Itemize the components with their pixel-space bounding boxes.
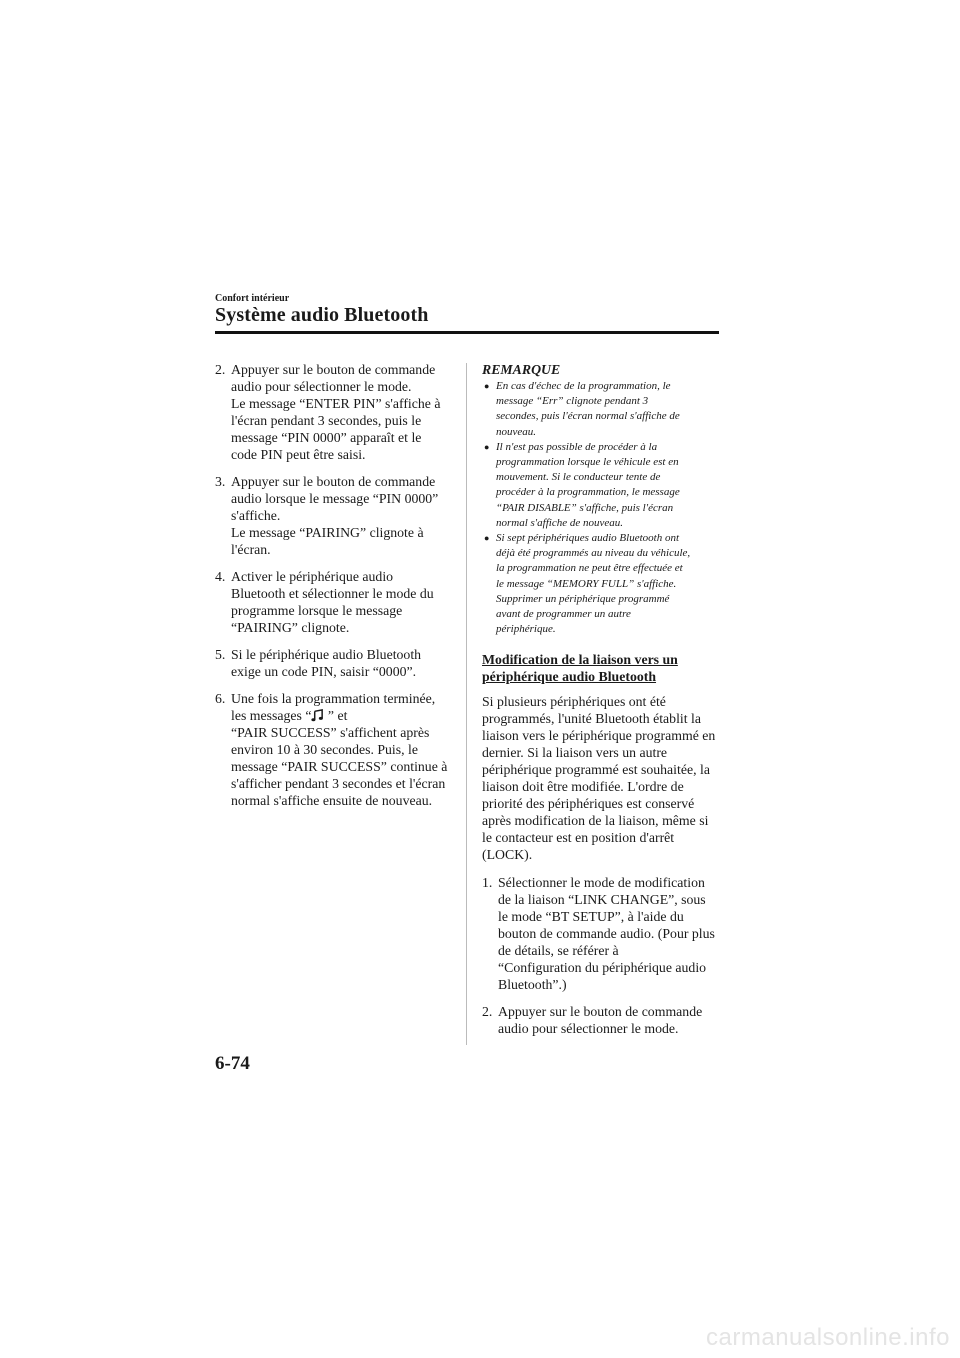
step-text bbox=[498, 874, 720, 993]
bullet-icon: ● bbox=[484, 533, 490, 544]
step-number: 2. bbox=[215, 362, 226, 377]
text-line: environ 10 à 30 secondes. Puis, le bbox=[231, 742, 418, 757]
text-line: Le message “PAIRING” clignote à bbox=[231, 525, 424, 540]
text-line: le mode “BT SETUP”, à l'aide du bbox=[498, 909, 684, 925]
text-line: liaison doit être modifiée. L'ordre de bbox=[482, 779, 684, 795]
step-text bbox=[231, 690, 455, 809]
step-number: 3. bbox=[215, 474, 226, 489]
note-item bbox=[482, 440, 720, 531]
text-line: normal s'affiche ensuite de nouveau. bbox=[231, 793, 433, 808]
note-title: REMARQUE bbox=[482, 362, 561, 377]
text-line: Sélectionner le mode de modification bbox=[498, 875, 705, 891]
text-line: s'affiche. bbox=[231, 508, 281, 523]
text-line: normal s'affiche de nouveau. bbox=[496, 516, 623, 529]
step-3 bbox=[215, 473, 455, 558]
text-line: avant de programmer un autre bbox=[496, 608, 631, 621]
step-number: 1. bbox=[482, 875, 493, 891]
note-item bbox=[482, 379, 720, 440]
step-number: 4. bbox=[215, 569, 226, 584]
text-line: le message “MEMORY FULL” s'affiche. bbox=[496, 577, 677, 590]
text-fragment: les messages “ bbox=[231, 708, 312, 723]
bullet-icon: ● bbox=[484, 381, 490, 391]
text-line: de détails, se référer à bbox=[498, 943, 619, 959]
subsection-paragraph bbox=[482, 693, 720, 863]
text-line: Appuyer sur le bouton de commande bbox=[498, 1004, 703, 1020]
page-title: Système audio Bluetooth bbox=[215, 304, 429, 326]
step-number: 6. bbox=[215, 691, 226, 706]
subsection-heading bbox=[482, 651, 720, 685]
step-text bbox=[231, 473, 455, 558]
text-line: de la liaison “LINK CHANGE”, sous bbox=[498, 892, 706, 908]
step-text bbox=[231, 646, 455, 680]
step-number: 2. bbox=[482, 1004, 493, 1020]
text-line: Si sept périphériques audio Bluetooth ont bbox=[496, 532, 680, 545]
text-line: Si plusieurs périphériques ont été bbox=[482, 694, 666, 710]
note-text bbox=[496, 440, 680, 531]
text-line: nouveau. bbox=[496, 425, 537, 438]
text-line: message “Err” clignote pendant 3 bbox=[496, 395, 649, 408]
text-line: Le message “ENTER PIN” s'affiche à bbox=[231, 396, 441, 411]
step-6 bbox=[215, 690, 455, 809]
step-4 bbox=[215, 568, 455, 636]
text-line: procéder à la programmation, le message bbox=[496, 486, 680, 499]
text-line: l'écran pendant 3 secondes, puis le bbox=[231, 413, 422, 428]
note-item bbox=[482, 531, 720, 637]
text-line: message “PIN 0000” apparaît et le bbox=[231, 430, 422, 445]
text-line: exige un code PIN, saisir “0000”. bbox=[231, 664, 417, 679]
change-step-2 bbox=[482, 1003, 720, 1037]
text-line: programmés, l'unité Bluetooth établit la bbox=[482, 711, 701, 727]
column-divider bbox=[466, 363, 467, 1045]
text-line: périphérique. bbox=[496, 623, 556, 636]
step-text bbox=[498, 1003, 720, 1037]
text-line: programmation lorsque le véhicule est en bbox=[496, 456, 679, 469]
text-line: (LOCK). bbox=[482, 847, 533, 863]
text-line: bouton de commande audio. (Pour plus bbox=[498, 926, 715, 942]
text-line: périphérique programmé est souhaitée, la bbox=[482, 762, 710, 778]
bullet-icon: ● bbox=[484, 441, 490, 452]
step-text bbox=[231, 361, 455, 463]
heading-line: Modification de la liaison vers un bbox=[482, 652, 678, 668]
text-line: Appuyer sur le bouton de commande bbox=[231, 362, 436, 377]
text-line: audio lorsque le message “PIN 0000” bbox=[231, 491, 439, 506]
text-line: Bluetooth et sélectionner le mode du bbox=[231, 586, 434, 601]
heading-line: périphérique audio Bluetooth bbox=[482, 669, 657, 685]
title-rule bbox=[215, 331, 719, 334]
text-line: dernier. Si la liaison vers un autre bbox=[482, 745, 668, 761]
watermark: carmanualsonline.info bbox=[706, 1324, 950, 1351]
change-step-1 bbox=[482, 874, 720, 993]
text-line: “PAIR SUCCESS” s'affichent après bbox=[231, 725, 430, 740]
text-line: Une fois la programmation terminée, bbox=[231, 691, 436, 706]
text-line: “PAIR DISABLE” s'affiche, puis l'écran bbox=[496, 501, 674, 514]
text-line: Bluetooth”.) bbox=[498, 977, 567, 993]
text-line: Supprimer un périphérique programmé bbox=[496, 592, 670, 605]
text-line: programme lorsque le message bbox=[231, 603, 403, 618]
text-line: s'afficher pendant 3 secondes et l'écran bbox=[231, 776, 446, 791]
section-label: Confort intérieur bbox=[215, 293, 290, 304]
text-line: l'écran. bbox=[231, 542, 271, 557]
text-fragment: ” et bbox=[324, 708, 348, 723]
text-line: message “PAIR SUCCESS” continue à bbox=[231, 759, 448, 774]
step-2 bbox=[215, 361, 455, 463]
right-column bbox=[482, 361, 720, 1047]
text-line: “Configuration du périphérique audio bbox=[498, 960, 707, 976]
note-text bbox=[496, 379, 680, 440]
text-line: mouvement. Si le conducteur tente de bbox=[496, 471, 661, 484]
text-line: après modification de la liaison, même si bbox=[482, 813, 709, 829]
text-line: audio pour sélectionner le mode. bbox=[231, 379, 412, 394]
text-line: Il n'est pas possible de procéder à la bbox=[496, 440, 658, 453]
text-line: déjà été programmés au niveau du véhicule, bbox=[496, 547, 691, 560]
text-line: Activer le périphérique audio bbox=[231, 569, 394, 584]
page-number: 6-74 bbox=[215, 1053, 250, 1074]
text-line: priorité des périphériques est conservé bbox=[482, 796, 695, 812]
text-line: “PAIRING” clignote. bbox=[231, 620, 350, 635]
left-column bbox=[215, 361, 455, 819]
note-text bbox=[496, 531, 690, 637]
text-line: la programmation ne peut être effectuée et bbox=[496, 562, 683, 575]
text-line: En cas d'échec de la programmation, le bbox=[496, 380, 671, 392]
step-5 bbox=[215, 646, 455, 680]
step-text bbox=[231, 568, 455, 636]
step-number: 5. bbox=[215, 647, 226, 662]
text-line: secondes, puis l'écran normal s'affiche de bbox=[496, 410, 680, 423]
text-line: liaison vers le périphérique programmé en bbox=[482, 728, 716, 744]
text-line: audio pour sélectionner le mode. bbox=[498, 1021, 679, 1037]
text-line: code PIN peut être saisi. bbox=[231, 447, 366, 462]
music-note-icon bbox=[311, 709, 324, 722]
text-line: le contacteur est en position d'arrêt bbox=[482, 830, 675, 846]
text-line: Appuyer sur le bouton de commande bbox=[231, 474, 436, 489]
text-line: Si le périphérique audio Bluetooth bbox=[231, 647, 422, 662]
text-line-with-icon bbox=[231, 707, 455, 724]
